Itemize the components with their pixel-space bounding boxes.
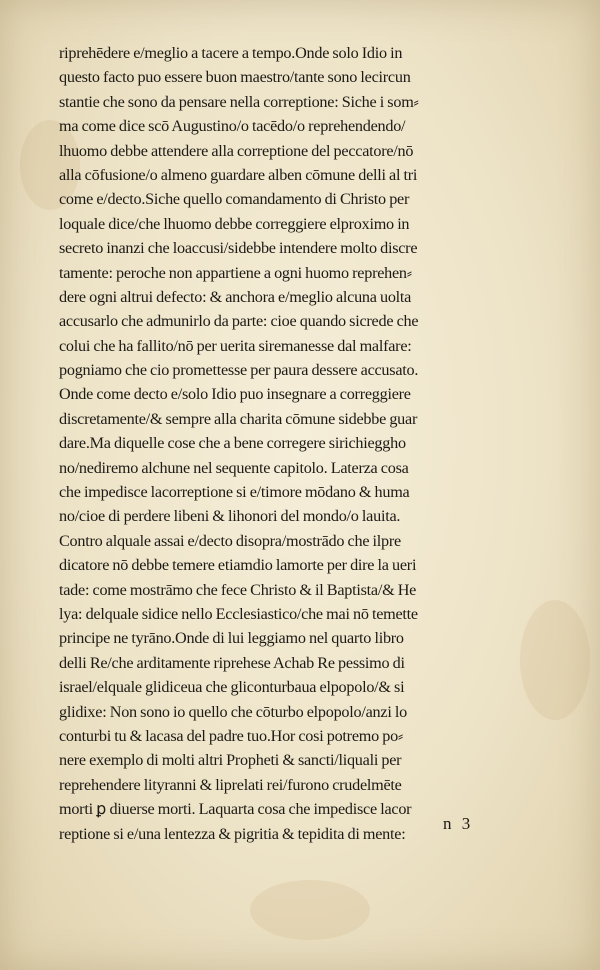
- text-line: principe ne tyrāno.Onde di lui leggiamo nel quarto libro: [59, 629, 404, 648]
- text-line: dere ogni altrui defecto: & anchora e/meglio alcuna uolta: [59, 287, 412, 306]
- text-line: conturbi tu & lacasa del padre tuo.Hor cosi potremo po⸗: [59, 726, 404, 745]
- text-line: lya: delquale sidice nello Ecclesiastico/che mai nō temette: [59, 604, 418, 623]
- text-line: Onde come decto e/solo Idio puo insegnare a correggiere: [59, 385, 411, 404]
- text-line: reptione si e/una lentezza & pigritia & tepidita di mente:: [59, 824, 406, 843]
- text-line: colui che ha fallito/nō per uerita siremanesse dal malfare:: [59, 336, 412, 355]
- text-line: glidixe: Non sono io quello che cōturbo elpopolo/anzi lo: [59, 702, 407, 721]
- text-line: che impedisce lacorreptione si e/timore mōdano & huma: [59, 483, 410, 502]
- text-line: dare.Ma diquelle cose che a bene corregere sirichieggho: [59, 434, 406, 453]
- text-line: nere exemplo di molti altri Propheti & sancti/liquali per: [59, 751, 402, 770]
- text-line: stantie che sono da pensare nella correptione: Siche i som⸗: [59, 92, 419, 111]
- page-stain: [520, 600, 590, 720]
- text-line: morti ꝑ diuerse morti. Laquarta cosa che impedisce lacor: [59, 800, 412, 819]
- text-line: israel/elquale glidiceua che gliconturbaua elpopolo/& si: [59, 678, 405, 697]
- text-line: discretamente/& sempre alla charita cōmune sidebbe guar: [59, 409, 418, 428]
- page-stain: [250, 880, 370, 940]
- text-line: ma come dice scō Augustino/o tacēdo/o reprehendendo/: [59, 117, 406, 136]
- text-line: dicatore nō debbe temere etiamdio lamorte per dire la ueri: [59, 556, 417, 575]
- text-line: accusarlo che admunirlo da parte: cioe quando sicrede che: [59, 312, 419, 331]
- text-line: secreto inanzi che loaccusi/sidebbe intendere molto discre: [59, 239, 418, 258]
- text-line: no/nediremo alchune nel sequente capitolo. Laterza cosa: [59, 458, 409, 477]
- text-line: questo facto puo essere buon maestro/tante sono lecircun: [59, 68, 411, 87]
- text-line: delli Re/che arditamente riprehese Achab Re pessimo di: [59, 653, 405, 672]
- text-line: Contro alquale assai e/decto disopra/mostrādo che ilpre: [59, 531, 401, 550]
- text-line: pogniamo che cio promettesse per paura dessere accusato.: [59, 361, 419, 380]
- text-line: reprehendere lityranni & liprelati rei/furono crudelmēte: [59, 775, 402, 794]
- text-line: tade: come mostrāmo che fece Christo & il Baptista/& He: [59, 580, 417, 599]
- text-block: [59, 41, 499, 846]
- text-line: riprehēdere e/meglio a tacere a tempo.Onde solo Idio in: [59, 44, 403, 62]
- text-line: come e/decto.Siche quello comandamento di Christo per: [59, 190, 410, 209]
- text-line: tamente: peroche non appartiene a ogni huomo reprehen⸗: [59, 263, 412, 282]
- text-line: alla cōfusione/o almeno guardare alben cōmune delli al tri: [59, 165, 418, 184]
- signature-mark: n 3: [443, 814, 474, 833]
- text-line: no/cioe di perdere libeni & lihonori del mondo/o lauita.: [59, 507, 401, 526]
- text-line: lhuomo debbe attendere alla correptione del peccatore/nō: [59, 141, 414, 160]
- text-line: loquale dice/che lhuomo debbe correggiere elproximo in: [59, 214, 410, 233]
